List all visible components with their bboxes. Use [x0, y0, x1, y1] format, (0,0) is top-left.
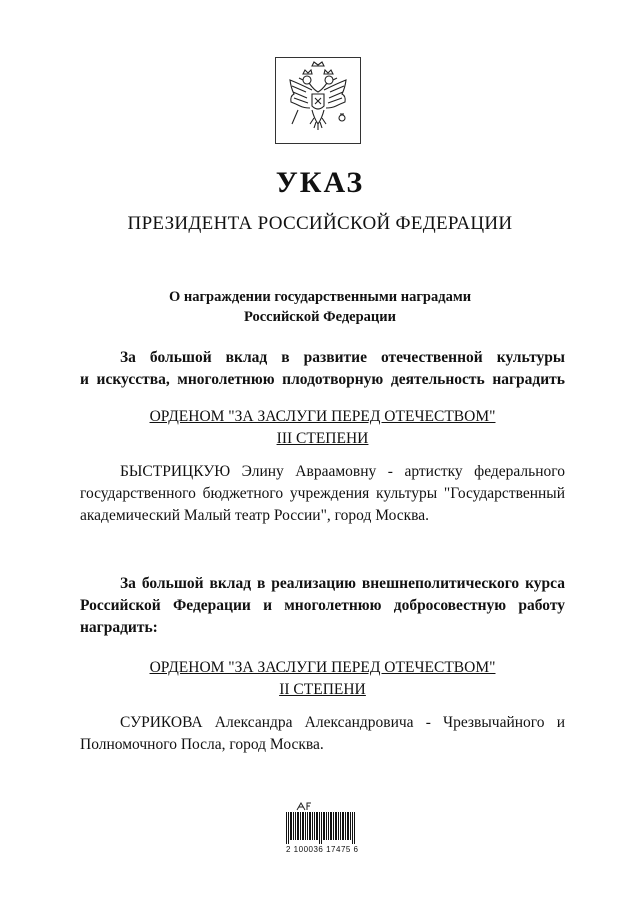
decree-heading-line-1: О награждении государственными наградами: [168, 289, 472, 305]
section2-intro: За большой вклад в реализацию внешнеполитического курса Российской Федерации и многолетнюю добросовестную работу наградить:: [80, 575, 565, 636]
decree-heading-line-2: Российской Федерации: [243, 309, 396, 325]
barcode-bars: [286, 812, 356, 844]
section1-order-line-2: III СТЕПЕНИ: [276, 430, 369, 447]
document-subtitle: ПРЕЗИДЕНТА РОССИЙСКОЙ ФЕДЕРАЦИИ: [127, 213, 513, 234]
section2-order: [80, 657, 565, 701]
decree-heading: [80, 287, 560, 327]
section1-intro-line-1: За большой вклад в развитие отечественной культуры: [120, 349, 565, 366]
section1-order: [80, 406, 565, 450]
section1-awardee: БЫСТРИЦКУЮ Элину Авраамовну - артистку федерального государственного бюджетного учреждения культуры "Государственный академический Малый театр России", город Москва.: [80, 463, 565, 524]
russian-double-headed-eagle-icon: [276, 58, 360, 143]
document-title: УКАЗ: [275, 166, 365, 199]
section1-intro-line-2: и искусства, многолетнюю плодотворную деятельность наградить: [80, 371, 565, 388]
section1-intro: [80, 347, 565, 391]
section2-order-line-2: II СТЕПЕНИ: [279, 681, 366, 698]
printer-mark-icon: [295, 800, 315, 812]
emblem-frame: [275, 57, 361, 144]
section2-awardee: СУРИКОВА Александра Александровича - Чрезвычайного и Полномочного Посла, город Москва.: [80, 714, 565, 753]
section2-order-line-1: ОРДЕНОМ "ЗА ЗАСЛУГИ ПЕРЕД ОТЕЧЕСТВОМ": [149, 659, 496, 676]
barcode: [286, 800, 358, 860]
barcode-digits: 2 100036 17475 6: [286, 845, 359, 854]
section1-order-line-1: ОРДЕНОМ "ЗА ЗАСЛУГИ ПЕРЕД ОТЕЧЕСТВОМ": [149, 408, 496, 425]
